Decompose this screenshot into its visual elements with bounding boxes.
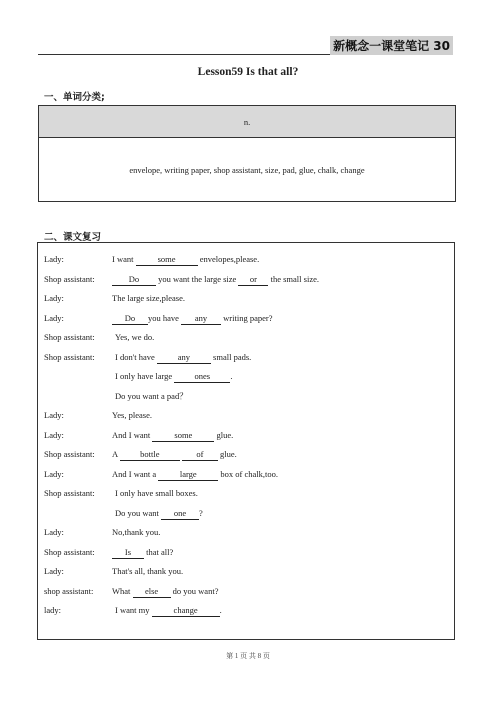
line-text: That's all, thank you.	[112, 566, 184, 576]
line-text: Yes, we do.	[115, 332, 155, 342]
line-text: the small size.	[268, 273, 319, 284]
dialogue-line	[112, 272, 319, 286]
speaker-label: Lady:	[44, 468, 64, 479]
speaker-label: Lady:	[44, 429, 64, 440]
line-text: I don't have	[115, 351, 157, 362]
fill-blank: Is	[112, 547, 144, 559]
dialogue-line	[112, 291, 185, 305]
line-text: I want	[112, 254, 136, 264]
dialogue-line	[115, 369, 232, 383]
line-text: Yes, please.	[112, 410, 152, 420]
speaker-label: Lady:	[44, 566, 64, 576]
speaker-label: shop assistant:	[44, 585, 94, 596]
dialogue-line	[115, 506, 203, 520]
fill-blank: any	[157, 352, 211, 364]
dialogue-box	[37, 242, 455, 640]
line-text: box of chalk,too.	[218, 468, 278, 479]
fill-blank: of	[182, 449, 218, 461]
dialogue-line	[112, 467, 278, 481]
vocab-table	[38, 105, 456, 202]
speaker-label: Lady:	[44, 312, 64, 323]
line-text: envelopes,please.	[197, 254, 260, 264]
fill-blank: bottle	[120, 449, 180, 461]
line-text: do you want?	[170, 585, 219, 596]
fill-blank: some	[152, 430, 214, 442]
line-text: small pads.	[210, 351, 252, 362]
line-text: ?	[199, 507, 203, 518]
line-text: Do you want a pad？	[115, 390, 188, 401]
page-footer: 第 1 页 共 8 页	[226, 652, 270, 660]
line-text: A	[112, 449, 120, 459]
line-text: writing paper?	[221, 312, 273, 323]
line-text: you have	[148, 312, 182, 323]
vocab-table-body: envelope, writing paper, shop assistant, size, pad, glue, chalk, change	[39, 138, 456, 202]
dialogue-line	[115, 603, 222, 617]
speaker-label: Lady:	[44, 527, 64, 537]
speaker-label: Lady:	[44, 254, 64, 264]
dialogue-line	[112, 545, 173, 559]
dialogue-line	[115, 350, 251, 364]
fill-blank: or	[238, 274, 268, 286]
line-text: glue.	[217, 449, 237, 459]
speaker-label: Shop assistant:	[44, 332, 95, 342]
page-header	[38, 34, 453, 55]
dialogue-line	[115, 486, 198, 500]
line-text: I only have large	[115, 371, 175, 381]
fill-blank: Do	[112, 274, 156, 286]
line-text: What	[112, 585, 133, 596]
dialogue-line	[115, 330, 154, 344]
dialogue-line	[112, 252, 259, 266]
fill-blank: some	[136, 254, 198, 266]
speaker-label: Shop assistant:	[44, 273, 95, 284]
line-text: The large size,please.	[112, 293, 186, 303]
dialogue-line	[112, 564, 183, 578]
dialogue-line	[112, 311, 273, 325]
line-text: that all?	[144, 546, 174, 557]
dialogue-line	[112, 525, 160, 539]
section2-title: 二、课文复习	[44, 232, 102, 243]
line-text: .	[219, 605, 222, 615]
speaker-label: Lady:	[44, 293, 64, 303]
line-text: Do you want	[115, 507, 162, 518]
line-text: glue.	[214, 429, 234, 440]
dialogue-line	[112, 408, 152, 422]
speaker-label: Lady:	[44, 410, 64, 420]
line-text: And I want a	[112, 468, 159, 479]
dialogue-line	[112, 584, 218, 598]
fill-blank: large	[158, 469, 218, 481]
line-text: No,thank you.	[112, 527, 161, 537]
dialogue-line	[115, 389, 188, 403]
line-text: I want my	[115, 605, 152, 615]
speaker-label: Shop assistant:	[44, 351, 95, 362]
speaker-label: Shop assistant:	[44, 488, 95, 498]
vocab-table-header: n.	[39, 106, 456, 138]
section1-title: 一、单词分类;	[44, 92, 105, 103]
speaker-label: Shop assistant:	[44, 546, 95, 557]
fill-blank: ones	[174, 371, 230, 383]
fill-blank: else	[133, 586, 171, 598]
fill-blank: Do	[112, 313, 148, 325]
dialogue-line	[112, 447, 237, 461]
fill-blank: one	[161, 508, 199, 520]
speaker-label: Shop assistant:	[44, 449, 95, 459]
fill-blank: change	[152, 605, 220, 617]
line-text: I only have small boxes.	[115, 488, 198, 498]
lesson-title: Lesson59 Is that all?	[197, 66, 299, 78]
header-title: 新概念一课堂笔记 30	[330, 36, 453, 55]
dialogue-line	[112, 428, 233, 442]
speaker-label: lady:	[44, 605, 61, 615]
line-text: And I want	[112, 429, 153, 440]
fill-blank: any	[181, 313, 221, 325]
line-text: you want the large size	[156, 273, 239, 284]
line-text: .	[230, 371, 233, 381]
